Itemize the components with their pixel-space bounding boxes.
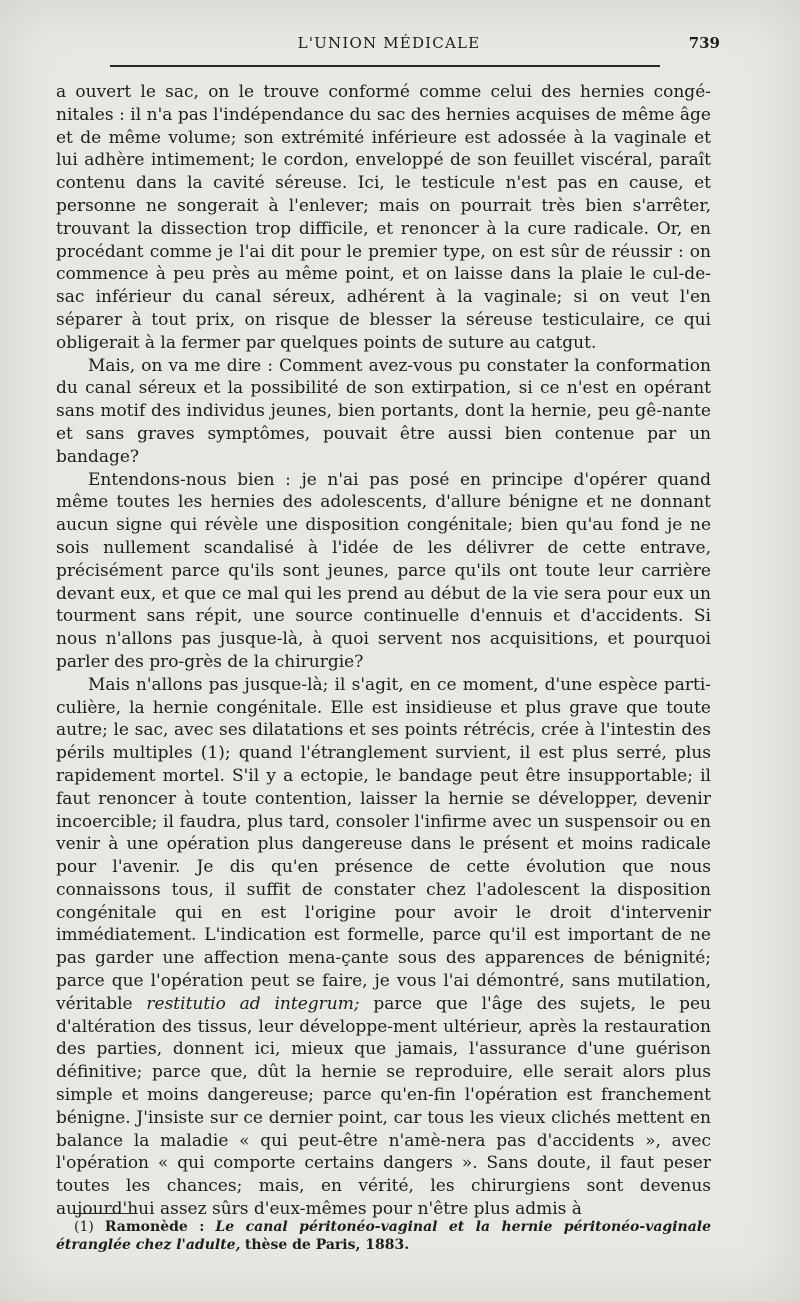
- journal-title: L'UNION MÉDICALE: [297, 34, 481, 52]
- running-header: [58, 34, 720, 58]
- body-text: [56, 81, 711, 1221]
- paragraph-continuation: a ouvert le sac, on le trouve conformé comme celui des hernies congé-nitales : il n'a pas l'indépendance du sac des hernies acquises de même âge et de même volume; son extrémité inférieure est adossée à la vaginale et lui adhère intimement; le cordon, enveloppé de son feuillet viscéral, paraît contenu dans la cavité séreuse. Ici, le testicule n'est pas en cause, et personne ne songerait à l'enlever; mais on pourrait très bien s'arrêter, trouvant la dissection trop difficile, et renoncer à la cure radicale. Or, en procédant comme je l'ai dit pour le premier type, on est sûr de réussir : on commence à peu près au même point, et on laisse dans la plaie le cul-de-sac inférieur du canal séreux, adhérent à la vaginale; si on veut l'en séparer à tout prix, on risque de blesser la séreuse testiculaire, ce qui obligerait à la fermer par quelques points de suture au catgut.: [56, 82, 711, 353]
- header-rule: [110, 65, 660, 67]
- paragraph-objection: Mais, on va me dire : Comment avez-vous pu constater la conformation du canal séreux et la possibilité de son extirpation, si ce n'est en opérant sans motif des individus jeunes, bien portants, dont la hernie, peu gê-nante et sans graves symptômes, pouvait être aussi bien contenue par un bandage?: [56, 355, 711, 467]
- footnote-marker: (1): [74, 1219, 94, 1235]
- page-number: 739: [688, 34, 720, 52]
- footnote-author: Ramonède :: [104, 1219, 205, 1235]
- paragraph-principle: Entendons-nous bien : je n'ai pas posé en principe d'opérer quand même toutes les hernies des adolescents, d'allure bénigne et ne donnant aucun signe qui révèle une disposition congénitale; bien qu'au fond je ne sois nullement scandalisé à l'idée de les délivrer de cette entrave, précisément parce qu'ils sont jeunes, parce qu'ils ont toute leur carrière devant eux, et que ce mal qui les prend au début de la vie sera pour eux un tourment sans répit, une source continuelle d'ennuis et d'accidents. Si nous n'allons pas jusque-là, à quoi servent nos acquisitions, et pourquoi parler des pro-grès de la chirurgie?: [56, 469, 711, 672]
- paragraph-text-part: parce que l'âge des sujets, le peu d'altération des tissus, leur développe-ment ultérieur, après la restauration des parties, donnent ici, mieux que jamais, l'assurance d'une guérison définitive; parce que, dût la hernie se reproduire, elle serait alors plus simple et moins dangereuse; parce qu'en-fin l'opération est franchement bénigne. J'insiste sur ce dernier point, car tous les vieux clichés mettent en balance la maladie « qui peut-être n'amè-nera pas d'accidents », avec l'opération « qui comporte certains dangers ». Sans doute, il faut peser toutes les chances; mais, en vérité, les chirurgiens sont devenus aujourd'hui assez sûrs d'eux-mêmes pour n'être plus admis à: [56, 993, 712, 1220]
- footnote-title: Le canal péritonéo-vaginal et la hernie péritonéo-vaginale étranglée chez l'adulte,: [56, 1219, 711, 1253]
- paragraph-text-part: Mais n'allons pas jusque-là; il s'agit, en ce moment, d'une espèce parti-culière, la hernie congénitale. Elle est insidieuse et plus grave que toute autre; le sac, avec ses dilatations et ses points rétrécis, crée à l'intestin des périls multiples (1); quand l'étranglement survient, il est plus serré, plus rapidement mortel. S'il y a ectopie, le bandage peut être insupportable; il faut renoncer à toute contention, laisser la hernie se développer, devenir incoercible; il faudra, plus tard, consoler l'infirme avec un suspensoir ou en venir à une opération plus dangereuse dans le présent et moins radicale pour l'avenir. Je dis qu'en présence de cette évolution que nous connaissons tous, il suffit de constater chez l'adolescent la disposition congénitale qui en est l'origine pour avoir le droit d'intervenir immédiatement. L'indication est formelle, parce qu'il est important de ne pas garder une affection mena-çante sous des apparences de bénignité; parce que l'opération peut se faire, je vous l'ai démontré, sans mutilation, véritable: [56, 674, 711, 1014]
- footnote-rule: [76, 1213, 136, 1214]
- footnote-source: thèse de Paris, 1883.: [244, 1237, 410, 1253]
- footnote: [56, 1218, 711, 1254]
- paragraph-congenital-hernia: [56, 674, 711, 1221]
- latin-phrase: restitutio ad integrum;: [146, 993, 360, 1014]
